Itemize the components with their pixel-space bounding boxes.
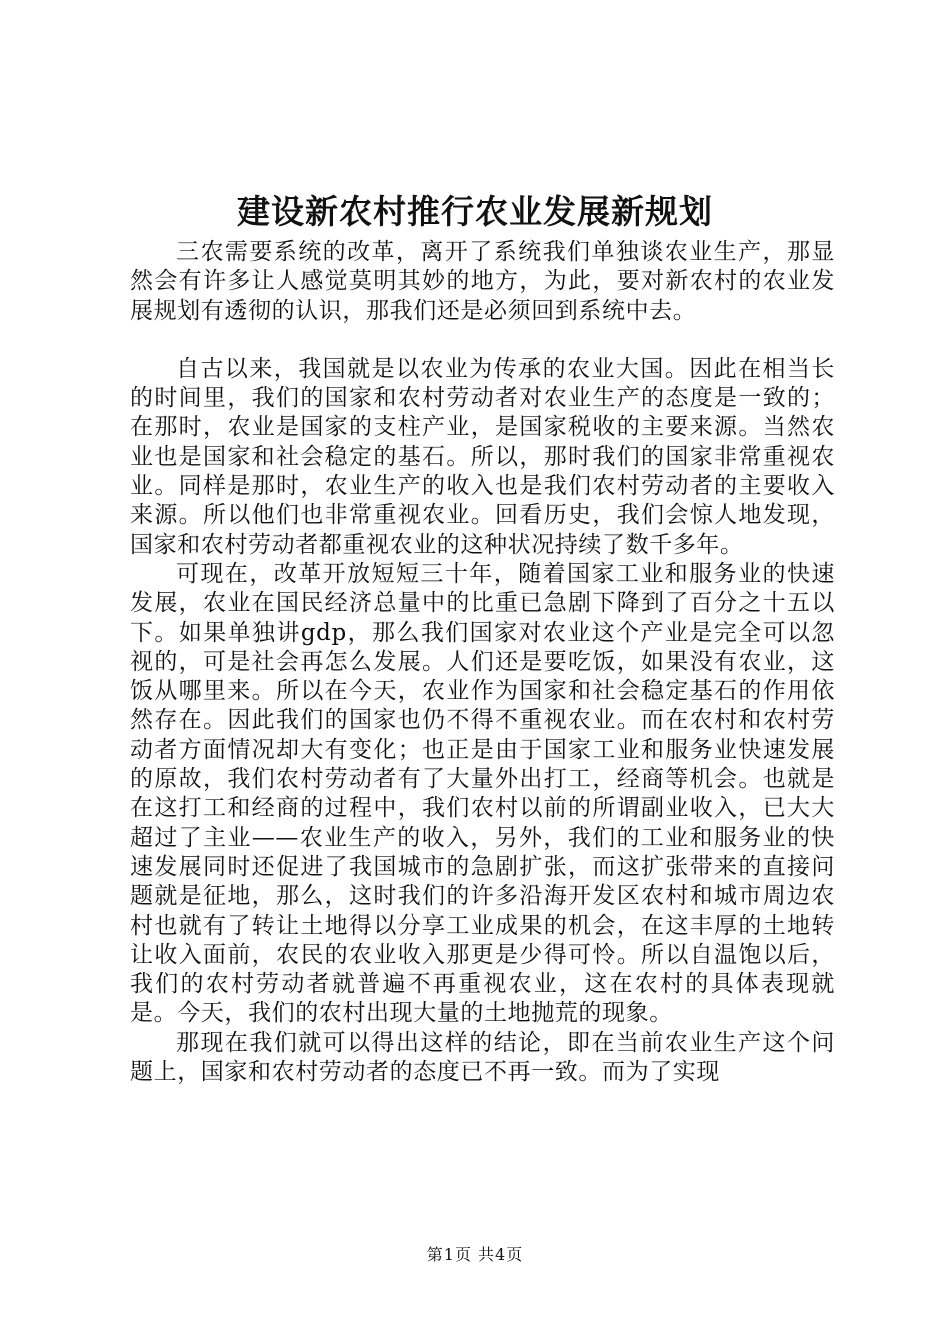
paragraph-1: 三农需要系统的改革，离开了系统我们单独谈农业生产，那显然会有许多让人感觉莫明其妙的地方，为此，要对新农村的农业发展规划有透彻的认识，那我们还是必须回到系统中去。 xyxy=(130,239,835,324)
document-body xyxy=(130,238,835,1087)
paragraph-spacer xyxy=(130,326,835,355)
paragraph-2: 自古以来，我国就是以农业为传承的农业大国。因此在相当长的时间里，我们的国家和农村劳动者对农业生产的态度是一致的；在那时，农业是国家的支柱产业，是国家税收的主要来源。当然农业也是国家和社会稳定的基石。所以，那时我们的国家非常重视农业。同样是那时，农业生产的收入也是我们农村劳动者的主要收入来源。所以他们也非常重视农业。回看历史，我们会惊人地发现，国家和农村劳动者都重视农业的这种状况持续了数千多年。 xyxy=(130,355,835,558)
page-number-footer: 第1页 共4页 xyxy=(426,1245,524,1264)
document-title: 建设新农村推行农业发展新规划 xyxy=(237,192,713,231)
paragraph-3: 可现在，改革开放短短三十年，随着国家工业和服务业的快速发展，农业在国民经济总量中的比重已急剧下降到了百分之十五以下。如果单独讲gdp，那么我们国家对农业这个产业是完全可以忽视的，可是社会再怎么发展。人们还是要吃饭，如果没有农业，这饭从哪里来。所以在今天，农业作为国家和社会稳定基石的作用依然存在。因此我们的国家也仍不得不重视农业。而在农村和农村劳动者方面情况却大有变化；也正是由于国家工业和服务业快速发展的原故，我们农村劳动者有了大量外出打工，经商等机会。也就是在这打工和经商的过程中，我们农村以前的所谓副业收入，已大大超过了主业——农业生产的收入，另外，我们的工业和服务业的快速发展同时还促进了我国城市的急剧扩张，而这扩张带来的直接问题就是征地，那么，这时我们的许多沿海开发区农村和城市周边农村也就有了转让土地得以分享工业成果的机会，在这丰厚的土地转让收入面前，农民的农业收入那更是少得可怜。所以自温饱以后，我们的农村劳动者就普遍不再重视农业，这在农村的具体表现就是。今天，我们的农村出现大量的土地抛荒的现象。 xyxy=(130,560,835,1027)
paragraph-4: 那现在我们就可以得出这样的结论，即在当前农业生产这个问题上，国家和农村劳动者的态度已不再一致。而为了实现 xyxy=(130,1029,835,1086)
